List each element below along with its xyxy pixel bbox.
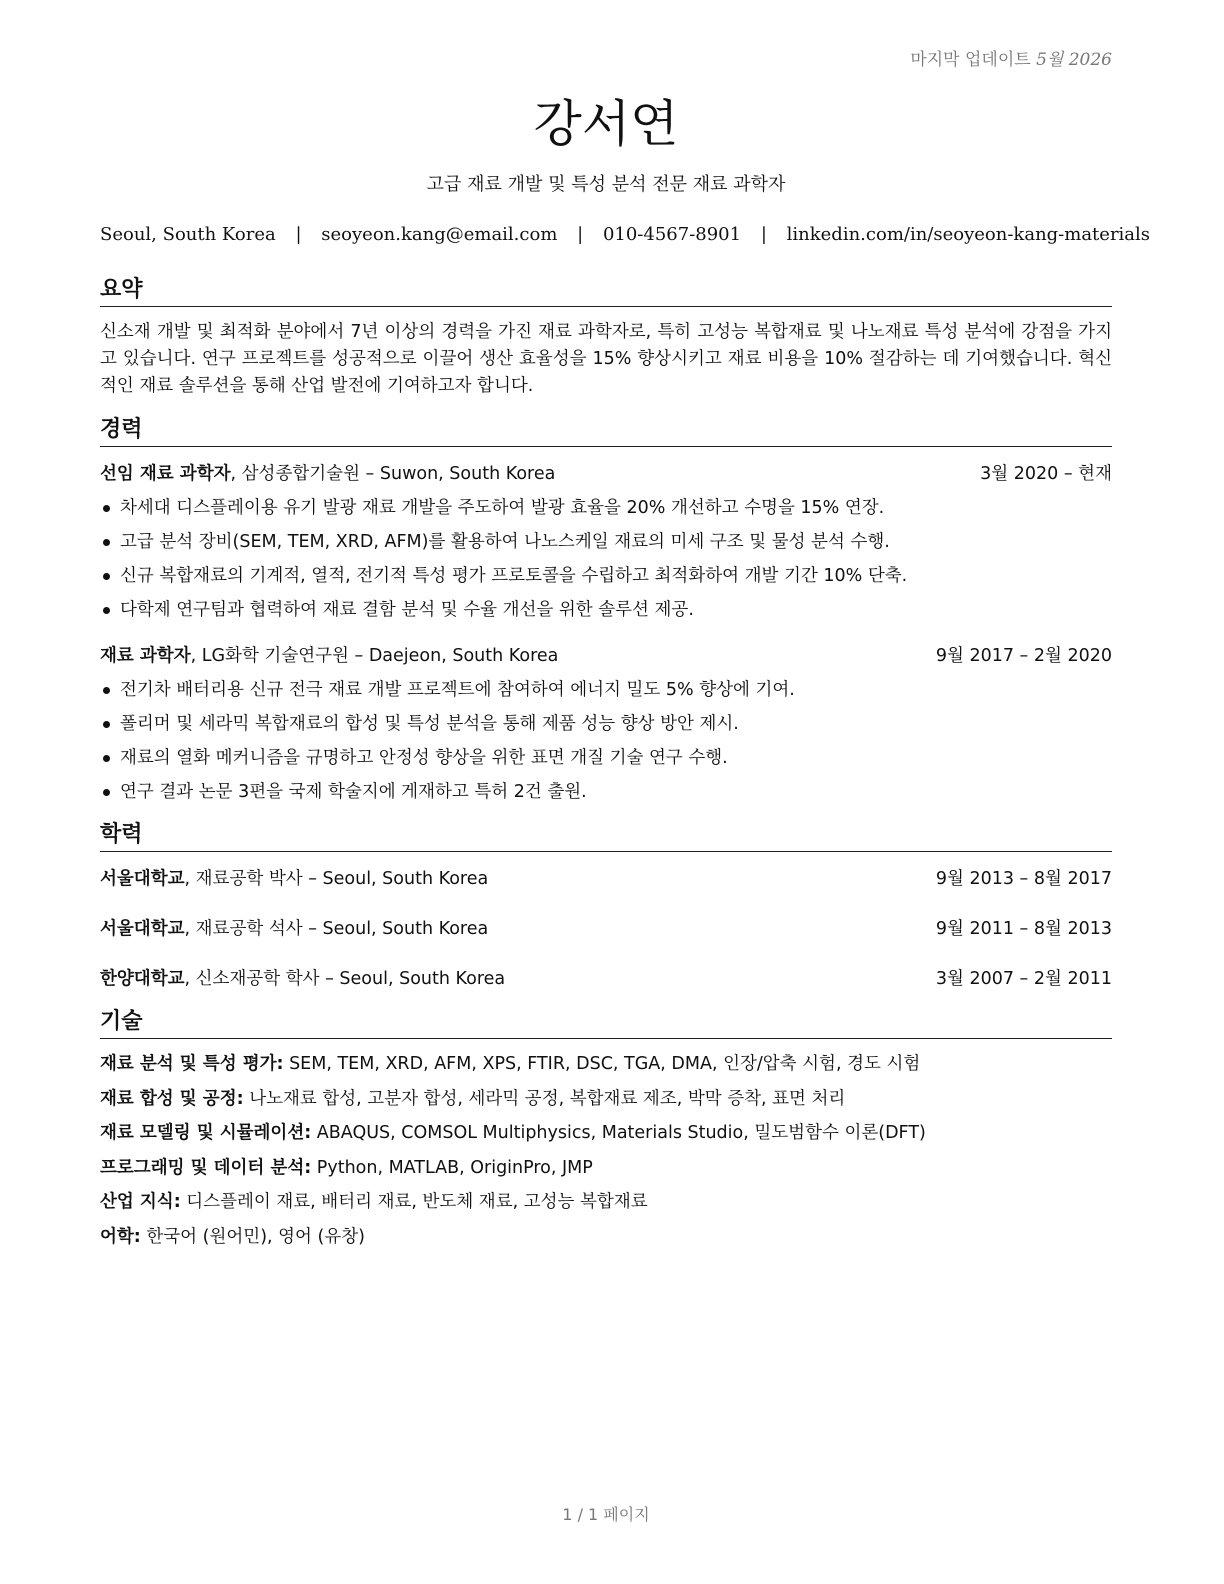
skill-value: 디스플레이 재료, 배터리 재료, 반도체 재료, 고성능 복합재료 [180,1192,648,1212]
education-entry [100,916,1112,942]
skills-title: 기술 [100,1008,1112,1039]
job-bullet: 다학제 연구팀과 협력하여 재료 결함 분석 및 수율 개선을 위한 솔루션 제공. [100,593,1112,627]
job-bullet: 폴리머 및 세라믹 복합재료의 합성 및 특성 분석을 통해 제품 성능 향상 방안 제시. [100,707,1112,741]
last-updated-date: 5월 2026 [1036,50,1112,70]
job-bullets [100,491,1112,627]
contact-phone[interactable]: 010-4567-8901 [602,224,742,245]
job-bullet: 신규 복합재료의 기계적, 열적, 전기적 특성 평가 프로토콜을 수립하고 최적화하여 개발 기간 10% 단축. [100,559,1112,593]
job-company: , LG화학 기술연구원 – Daejeon, South Korea [190,646,559,666]
job-header [100,643,1112,669]
skills-section [100,1008,1112,1254]
skill-category: 어학: [100,1226,141,1247]
skill-category: 프로그래밍 및 데이터 분석: [100,1157,312,1178]
candidate-tagline: 고급 재료 개발 및 특성 분석 전문 재료 과학자 [426,174,786,195]
last-updated [910,45,1112,70]
skill-row [100,1116,1112,1151]
job-header [100,461,1112,487]
education-entry [100,966,1112,992]
job-bullet: 고급 분석 장비(SEM, TEM, XRD, AFM)를 활용하여 나노스케일 재료의 미세 구조 및 물성 분석 수행. [100,525,1112,559]
page-indicator: 1 / 1 페이지 [562,1505,650,1524]
skill-value: SEM, TEM, XRD, AFM, XPS, FTIR, DSC, TGA, DMA, 인장/압축 시험, 경도 시험 [283,1054,921,1074]
skill-row [100,1082,1112,1117]
job-role: 재료 과학자 [100,646,191,666]
education-detail: , 재료공학 석사 – Seoul, South Korea [184,919,489,939]
job-company: , 삼성종합기술원 – Suwon, South Korea [230,464,556,484]
education-detail: , 신소재공학 학사 – Seoul, South Korea [184,969,506,989]
job-dates: 9월 2017 – 2월 2020 [935,646,1112,666]
resume-page [100,0,1151,1584]
contact-separator: | [295,224,302,245]
job-bullet: 차세대 디스플레이용 유기 발광 재료 개발을 주도하여 발광 효율을 20% 개선하고 수명을 15% 연장. [100,491,1112,525]
skill-value: Python, MATLAB, OriginPro, JMP [311,1157,593,1178]
candidate-name: 강서연 [533,95,679,153]
job-dates: 3월 2020 – 현재 [980,464,1112,484]
experience-section [100,416,1112,809]
skill-row [100,1220,1112,1255]
job-entry [100,461,1112,627]
education-section [100,821,1112,992]
contact-separator: | [760,224,767,245]
skill-value: 한국어 (원어민), 영어 (유창) [140,1226,365,1247]
skill-row [100,1151,1112,1186]
contact-linkedin[interactable]: linkedin.com/in/seoyeon-kang-materials [786,224,1151,245]
summary-section [100,276,1112,400]
skill-category: 재료 합성 및 공정: [100,1088,244,1109]
job-bullets [100,673,1112,809]
summary-text: 신소재 개발 및 최적화 분야에서 7년 이상의 경력을 가진 재료 과학자로, 특히 고성능 복합재료 및 나노재료 특성 분석에 강점을 가지고 있습니다. 연구 프로젝트를 성공적으로 이끌어 생산 효율성을 15% 향상시키고 재료 비용을 10% 절감하는 데 기여했습니다. 혁신적인 재료 솔루션을 통해 산업 발전에 기여하고자 합니다. [100,322,1112,396]
job-entry [100,643,1112,809]
skill-row [100,1185,1112,1220]
education-dates: 9월 2011 – 8월 2013 [935,919,1112,939]
education-title: 학력 [100,821,1112,852]
summary-title: 요약 [100,276,1112,307]
education-school: 서울대학교 [100,919,185,939]
contact-line [100,224,1151,245]
skill-category: 산업 지식: [100,1192,181,1212]
education-detail: , 재료공학 박사 – Seoul, South Korea [184,869,489,889]
job-bullet: 전기차 배터리용 신규 전극 재료 개발 프로젝트에 참여하여 에너지 밀도 5% 향상에 기여. [100,673,1112,707]
last-updated-label: 마지막 업데이트 [910,50,1031,70]
contact-email[interactable]: seoyeon.kang@email.com [321,224,558,245]
skill-category: 재료 분석 및 특성 평가: [100,1054,284,1074]
contact-separator: | [577,224,584,245]
skill-category: 재료 모델링 및 시뮬레이션: [100,1123,312,1143]
skills-list [100,1047,1112,1254]
education-school: 서울대학교 [100,869,185,889]
skill-row [100,1047,1112,1082]
skill-value: 나노재료 합성, 고분자 합성, 세라믹 공정, 복합재료 제조, 박막 증착, 표면 처리 [243,1088,846,1109]
contact-location: Seoul, South Korea [100,224,276,245]
job-bullet: 연구 결과 논문 3편을 국제 학술지에 게재하고 특허 2건 출원. [100,775,1112,809]
job-role: 선임 재료 과학자 [100,464,231,484]
experience-title: 경력 [100,416,1112,447]
education-dates: 3월 2007 – 2월 2011 [935,969,1112,989]
education-school: 한양대학교 [100,969,185,989]
job-bullet: 재료의 열화 메커니즘을 규명하고 안정성 향상을 위한 표면 개질 기술 연구 수행. [100,741,1112,775]
education-dates: 9월 2013 – 8월 2017 [935,869,1112,889]
skill-value: ABAQUS, COMSOL Multiphysics, Materials Studio, 밀도범함수 이론(DFT) [311,1123,926,1143]
education-entry [100,866,1112,892]
